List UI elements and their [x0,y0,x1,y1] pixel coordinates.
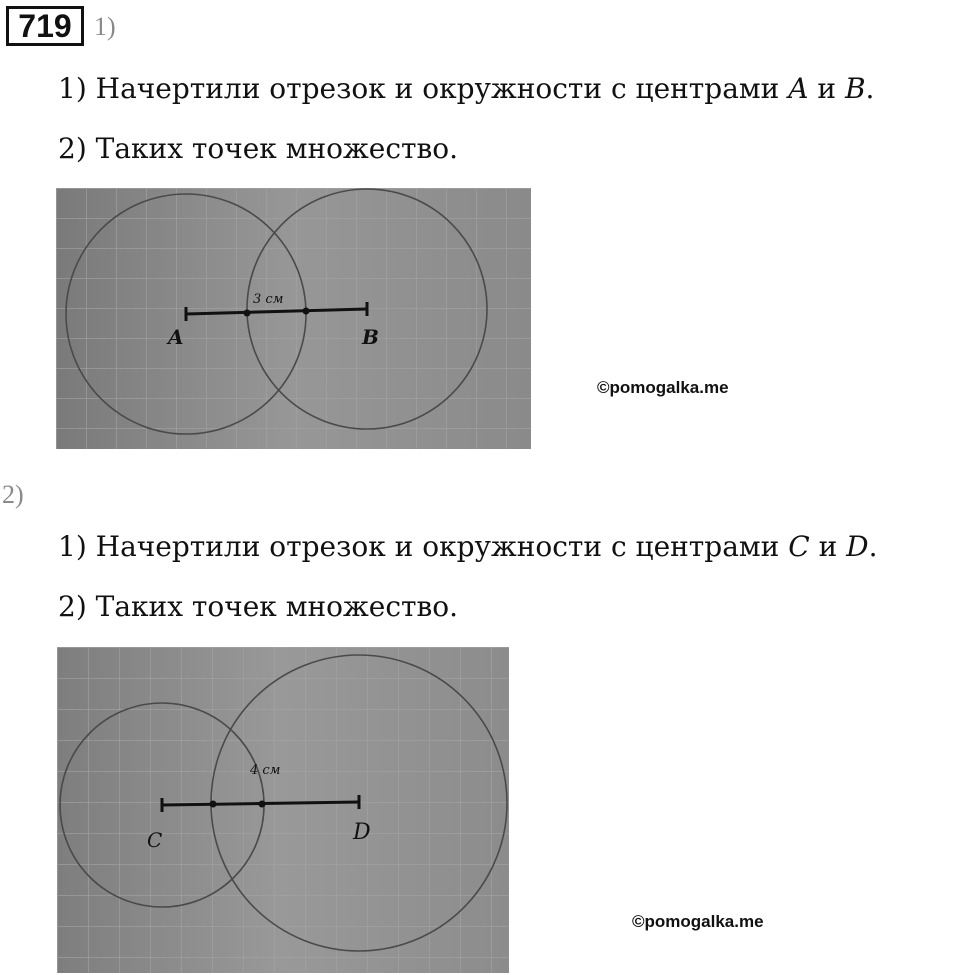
part-label-1: 1) [94,12,116,41]
segment-length-label: 4 см [250,763,281,778]
step-text: Таких точек множество. [95,590,459,623]
step-number: 1) [58,72,87,105]
figure-photo-1 [56,188,531,449]
part1-step1 [58,72,874,105]
figure-drawing-1 [56,188,531,449]
center-a-label: A [788,72,809,105]
point-a-label: A [168,325,184,349]
point-d-label: D [353,820,371,845]
step-text: Начертили отрезок и окружности с центрами [95,72,789,105]
part-label-2: 2) [2,480,24,509]
step-text: Начертили отрезок и окружности с центрами [95,530,789,563]
point-c-label: C [147,828,163,852]
conjunction: и [809,530,847,563]
part2-step1 [58,530,878,563]
conjunction: и [808,72,845,105]
watermark-2: ©pomogalka.me [632,912,764,931]
step-number: 1) [58,530,87,563]
point-b-label: B [362,325,379,349]
step-number: 2) [58,132,87,165]
period: . [865,72,875,105]
step-text: Таких точек множество. [95,132,459,165]
problem-number: 719 [6,6,84,46]
segment-length-label: 3 см [253,292,284,307]
figure-drawing-2 [57,647,509,973]
part2-step2 [58,590,458,623]
step-number: 2) [58,590,87,623]
center-d-label: D [846,530,869,563]
center-b-label: B [844,72,866,105]
figure-photo-2 [57,647,509,973]
center-c-label: C [788,530,810,563]
part1-step2 [58,132,458,165]
watermark-1: ©pomogalka.me [597,378,729,397]
period: . [868,530,878,563]
